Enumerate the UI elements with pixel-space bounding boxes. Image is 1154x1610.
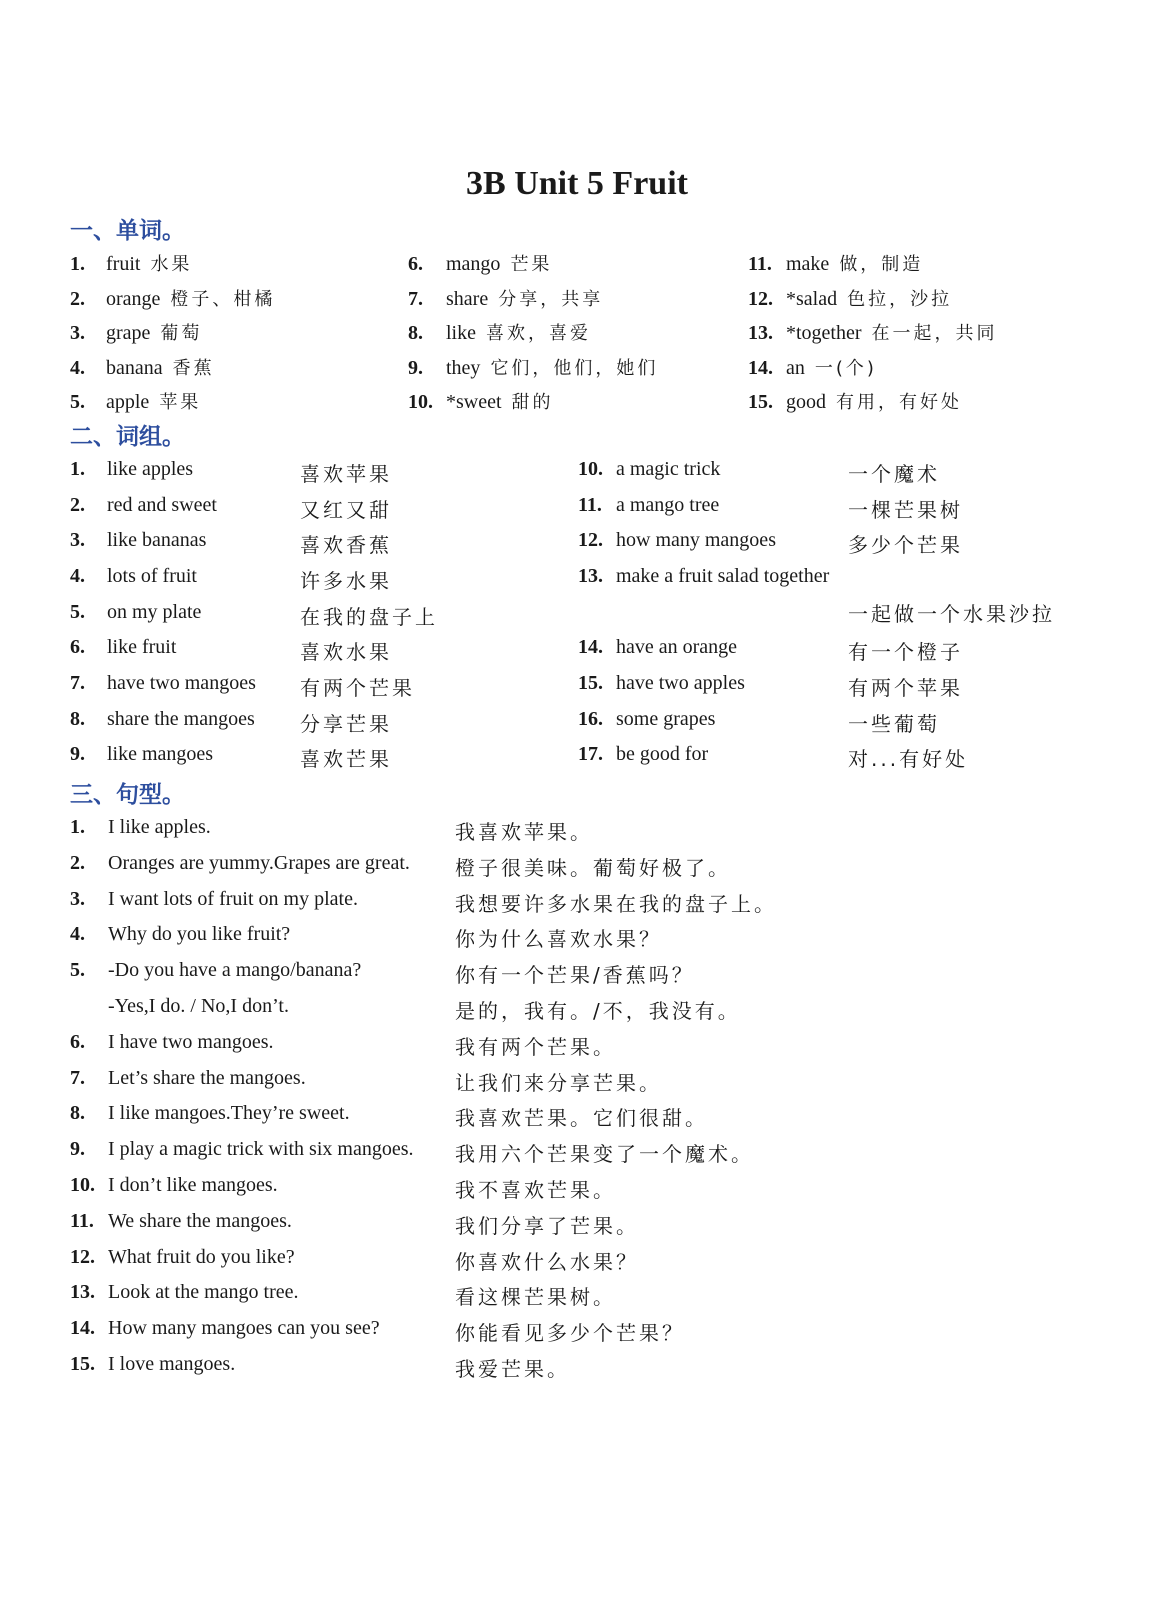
english-phrase: like apples bbox=[107, 458, 194, 480]
item-number: 9. bbox=[70, 1138, 85, 1161]
chinese-translation: 你为什么喜欢水果？ bbox=[455, 927, 662, 952]
english-phrase: have two mangoes bbox=[107, 672, 256, 694]
word-item bbox=[70, 354, 215, 380]
word-item bbox=[408, 285, 603, 311]
word-item bbox=[70, 388, 201, 414]
english-sentence: What fruit do you like? bbox=[108, 1245, 295, 1268]
item-number: 9. bbox=[408, 356, 423, 379]
english-phrase: like bananas bbox=[107, 529, 207, 551]
item-number: 10. bbox=[70, 1174, 95, 1196]
chinese-meaning: 一些葡萄 bbox=[848, 712, 940, 736]
item-number: 7. bbox=[408, 287, 423, 310]
chinese-meaning: 分享芒果 bbox=[300, 712, 392, 736]
english-sentence: I play a magic trick with six mangoes. bbox=[108, 1138, 414, 1161]
chinese-meaning: 做，制造 bbox=[839, 254, 924, 275]
chinese-translation: 我爱芒果。 bbox=[455, 1357, 570, 1381]
english-word: *sweet bbox=[446, 391, 502, 413]
item-number: 11. bbox=[70, 1209, 94, 1232]
english-word: fruit bbox=[106, 253, 141, 275]
english-sentence: -Yes,I do. / No,I don’t. bbox=[108, 995, 289, 1017]
word-item bbox=[408, 354, 658, 380]
item-number: 4. bbox=[70, 923, 85, 946]
item-number: 16. bbox=[578, 708, 603, 730]
word-item bbox=[70, 250, 192, 276]
item-number: 5. bbox=[70, 601, 85, 623]
chinese-meaning: 对...有好处 bbox=[848, 747, 969, 771]
english-phrase: like fruit bbox=[107, 636, 177, 658]
english-sentence: Why do you like fruit? bbox=[108, 923, 291, 946]
english-sentence: I don’t like mangoes. bbox=[108, 1174, 278, 1196]
item-number: 10. bbox=[408, 391, 433, 413]
chinese-meaning: 芒果 bbox=[510, 254, 553, 275]
chinese-translation: 你有一个芒果/香蕉吗？ bbox=[455, 963, 695, 988]
chinese-translation: 是的，我有。/不，我没有。 bbox=[455, 999, 741, 1023]
chinese-meaning: 喜欢香蕉 bbox=[300, 533, 392, 557]
english-word: like bbox=[446, 322, 476, 344]
chinese-translation: 我喜欢芒果。它们很甜。 bbox=[455, 1106, 708, 1131]
chinese-meaning: 许多水果 bbox=[300, 569, 392, 593]
chinese-meaning: 水果 bbox=[150, 254, 193, 275]
chinese-meaning: 它们，他们，她们 bbox=[490, 357, 659, 379]
word-item bbox=[408, 250, 552, 276]
english-phrase: some grapes bbox=[616, 708, 716, 730]
page-title: 3B Unit 5 Fruit bbox=[466, 165, 688, 202]
item-number: 7. bbox=[70, 672, 85, 694]
english-sentence: I love mangoes. bbox=[108, 1353, 236, 1375]
item-number: 1. bbox=[70, 458, 85, 480]
english-word: an bbox=[786, 356, 805, 379]
item-number: 13. bbox=[748, 322, 773, 344]
item-number: 2. bbox=[70, 287, 85, 310]
item-number: 11. bbox=[748, 253, 772, 275]
chinese-meaning: 甜的 bbox=[511, 392, 554, 413]
chinese-translation: 我有两个芒果。 bbox=[455, 1034, 616, 1059]
english-word: orange bbox=[106, 287, 161, 310]
word-item bbox=[748, 285, 952, 311]
chinese-meaning: 又红又甜 bbox=[300, 498, 392, 522]
english-sentence: Oranges are yummy.Grapes are great. bbox=[108, 851, 410, 874]
chinese-meaning: 一棵芒果树 bbox=[848, 498, 963, 522]
item-number: 13. bbox=[578, 565, 603, 587]
item-number: 5. bbox=[70, 391, 85, 413]
section-heading-sentences: 三、句型。 bbox=[70, 782, 185, 808]
english-phrase: share the mangoes bbox=[107, 708, 255, 730]
chinese-translation: 我不喜欢芒果。 bbox=[455, 1178, 616, 1202]
english-sentence: How many mangoes can you see? bbox=[108, 1317, 380, 1340]
english-sentence: I have two mangoes. bbox=[108, 1030, 274, 1053]
item-number: 15. bbox=[748, 391, 773, 413]
item-number: 6. bbox=[70, 636, 85, 658]
english-sentence: Let’s share the mangoes. bbox=[108, 1066, 306, 1089]
item-number: 15. bbox=[70, 1353, 95, 1375]
item-number: 3. bbox=[70, 529, 85, 551]
chinese-meaning: 在一起，共同 bbox=[871, 323, 998, 344]
item-number: 14. bbox=[70, 1317, 95, 1340]
chinese-translation: 我想要许多水果在我的盘子上。 bbox=[455, 891, 777, 916]
item-number: 3. bbox=[70, 887, 85, 910]
chinese-translation: 我喜欢苹果。 bbox=[455, 820, 593, 844]
chinese-meaning: 一(个) bbox=[814, 357, 877, 379]
chinese-meaning: 葡萄 bbox=[160, 323, 203, 344]
item-number: 10. bbox=[578, 458, 603, 480]
item-number: 14. bbox=[578, 636, 603, 658]
item-number: 6. bbox=[408, 253, 423, 275]
item-number: 8. bbox=[70, 1102, 85, 1125]
item-number: 15. bbox=[578, 672, 603, 694]
english-word: they bbox=[446, 356, 481, 379]
english-sentence: I like apples. bbox=[108, 816, 211, 838]
english-word: *together bbox=[786, 322, 862, 344]
chinese-meaning: 有用，有好处 bbox=[836, 392, 962, 413]
item-number: 5. bbox=[70, 959, 85, 982]
item-number: 17. bbox=[578, 743, 603, 765]
chinese-meaning: 喜欢，喜爱 bbox=[486, 323, 591, 344]
chinese-translation: 让我们来分享芒果。 bbox=[455, 1070, 662, 1095]
english-phrase: have an orange bbox=[616, 636, 738, 658]
item-number: 1. bbox=[70, 253, 85, 275]
english-sentence: Look at the mango tree. bbox=[108, 1281, 299, 1304]
chinese-meaning: 分享，共享 bbox=[498, 288, 604, 310]
english-word: good bbox=[786, 391, 826, 413]
english-sentence: -Do you have a mango/banana? bbox=[108, 959, 362, 982]
english-word: *salad bbox=[786, 287, 838, 310]
item-number: 13. bbox=[70, 1281, 95, 1304]
item-number: 2. bbox=[70, 494, 85, 516]
chinese-meaning: 香蕉 bbox=[172, 357, 215, 379]
chinese-meaning: 喜欢苹果 bbox=[300, 462, 392, 486]
english-sentence: I want lots of fruit on my plate. bbox=[108, 887, 358, 910]
word-item bbox=[748, 354, 877, 380]
english-word: apple bbox=[106, 391, 150, 413]
english-phrase: a magic trick bbox=[616, 458, 721, 480]
chinese-translation: 你喜欢什么水果？ bbox=[455, 1249, 639, 1274]
item-number: 1. bbox=[70, 816, 85, 838]
item-number: 11. bbox=[578, 494, 602, 516]
english-phrase: a mango tree bbox=[616, 494, 720, 516]
item-number: 12. bbox=[70, 1245, 95, 1268]
english-word: share bbox=[446, 287, 489, 310]
item-number: 4. bbox=[70, 565, 85, 587]
item-number: 12. bbox=[578, 529, 603, 551]
english-phrase: lots of fruit bbox=[107, 565, 197, 587]
word-item bbox=[408, 319, 591, 345]
word-item bbox=[408, 388, 554, 414]
chinese-translation: 看这棵芒果树。 bbox=[455, 1285, 616, 1310]
english-sentence: We share the mangoes. bbox=[108, 1209, 292, 1232]
english-phrase: like mangoes bbox=[107, 743, 214, 765]
english-word: grape bbox=[106, 322, 151, 344]
english-phrase: be good for bbox=[616, 743, 709, 765]
chinese-meaning: 一起做一个水果沙拉 bbox=[848, 602, 1055, 626]
english-phrase: red and sweet bbox=[107, 494, 217, 516]
chinese-meaning: 橙子、柑橘 bbox=[170, 288, 276, 310]
word-item bbox=[748, 319, 998, 345]
word-item bbox=[748, 388, 962, 414]
chinese-translation: 橙子很美味。葡萄好极了。 bbox=[455, 855, 731, 880]
item-number: 2. bbox=[70, 851, 85, 874]
word-item bbox=[70, 285, 275, 311]
chinese-translation: 我们分享了芒果。 bbox=[455, 1213, 639, 1238]
chinese-meaning: 喜欢水果 bbox=[300, 640, 392, 664]
chinese-meaning: 在我的盘子上 bbox=[300, 605, 438, 629]
chinese-meaning: 喜欢芒果 bbox=[300, 747, 392, 771]
chinese-meaning: 有一个橙子 bbox=[848, 640, 963, 664]
english-word: mango bbox=[446, 253, 501, 275]
item-number: 14. bbox=[748, 356, 773, 379]
english-sentence: I like mangoes.They’re sweet. bbox=[108, 1102, 350, 1125]
chinese-meaning: 色拉，沙拉 bbox=[847, 288, 953, 310]
chinese-meaning: 有两个芒果 bbox=[300, 676, 415, 700]
english-word: banana bbox=[106, 356, 163, 379]
english-phrase: on my plate bbox=[107, 601, 202, 623]
english-phrase: make a fruit salad together bbox=[616, 565, 830, 587]
english-phrase: how many mangoes bbox=[616, 529, 776, 551]
item-number: 8. bbox=[408, 322, 423, 344]
item-number: 6. bbox=[70, 1030, 85, 1053]
chinese-meaning: 一个魔术 bbox=[848, 462, 940, 486]
chinese-meaning: 苹果 bbox=[159, 392, 202, 413]
section-heading-words: 一、单词。 bbox=[70, 218, 185, 244]
item-number: 3. bbox=[70, 322, 85, 344]
item-number: 4. bbox=[70, 356, 85, 379]
chinese-translation: 我用六个芒果变了一个魔术。 bbox=[455, 1142, 754, 1167]
chinese-translation: 你能看见多少个芒果？ bbox=[455, 1321, 685, 1346]
chinese-meaning: 多少个芒果 bbox=[848, 533, 963, 557]
english-phrase: have two apples bbox=[616, 672, 745, 694]
item-number: 9. bbox=[70, 743, 85, 765]
item-number: 8. bbox=[70, 708, 85, 730]
english-word: make bbox=[786, 253, 830, 275]
section-heading-phrases: 二、词组。 bbox=[70, 424, 185, 450]
word-item bbox=[748, 250, 923, 276]
word-item bbox=[70, 319, 202, 345]
chinese-meaning: 有两个苹果 bbox=[848, 676, 963, 700]
item-number: 7. bbox=[70, 1066, 85, 1089]
item-number: 12. bbox=[748, 287, 773, 310]
